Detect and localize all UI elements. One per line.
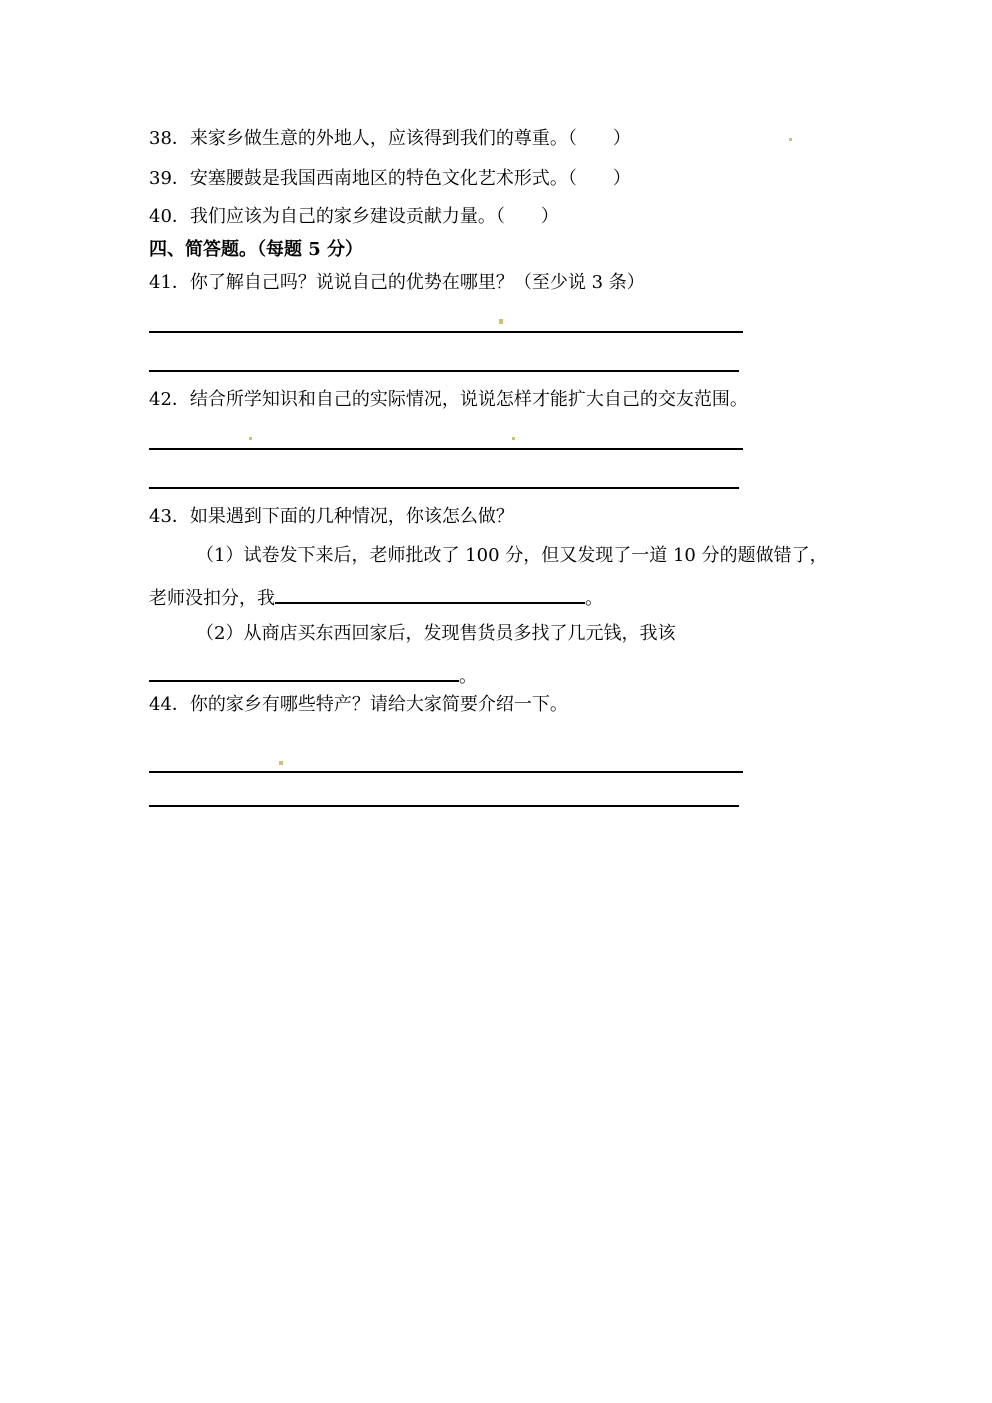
question-43-part-1-answer-row	[149, 584, 603, 610]
question-41: 41．你了解自己吗？说说自己的优势在哪里？（至少说 3 条）	[149, 272, 645, 293]
section-4-heading: 四、简答题。（每题 5 分）	[149, 239, 364, 260]
question-43-part-1-prefix: 老师没扣分，我	[149, 588, 275, 609]
question-39: 39．安塞腰鼓是我国西南地区的特色文化艺术形式。（ ）	[149, 168, 631, 189]
scan-speck	[789, 138, 792, 141]
question-43-part-2: （2）从商店买东西回家后，发现售货员多找了几元钱，我该	[196, 623, 676, 644]
answer-line-41-2[interactable]	[149, 370, 739, 372]
question-43-part-2-answer-row	[149, 662, 477, 688]
answer-blank-43-2[interactable]	[149, 662, 459, 682]
question-38: 38．来家乡做生意的外地人，应该得到我们的尊重。（ ）	[149, 128, 631, 149]
question-43-part-2-suffix: 。	[459, 666, 477, 687]
question-40: 40．我们应该为自己的家乡建设贡献力量。（ ）	[149, 206, 559, 227]
scan-speck	[279, 761, 283, 765]
answer-blank-43-1[interactable]	[275, 584, 585, 604]
answer-line-42-2[interactable]	[149, 487, 739, 489]
answer-line-44-1[interactable]	[149, 771, 743, 773]
question-43-part-1-suffix: 。	[585, 588, 603, 609]
question-42: 42．结合所学知识和自己的实际情况，说说怎样才能扩大自己的交友范围。	[149, 389, 748, 410]
answer-line-41-1[interactable]	[149, 331, 743, 333]
scan-speck	[512, 437, 515, 440]
answer-line-44-2[interactable]	[149, 805, 739, 807]
answer-line-42-1[interactable]	[149, 448, 743, 450]
question-44: 44．你的家乡有哪些特产？请给大家简要介绍一下。	[149, 694, 568, 715]
question-43: 43．如果遇到下面的几种情况，你该怎么做？	[149, 506, 514, 527]
scan-speck	[499, 319, 503, 324]
scan-speck	[249, 437, 252, 440]
question-43-part-1: （1）试卷发下来后，老师批改了 100 分，但又发现了一道 10 分的题做错了，	[196, 545, 828, 566]
